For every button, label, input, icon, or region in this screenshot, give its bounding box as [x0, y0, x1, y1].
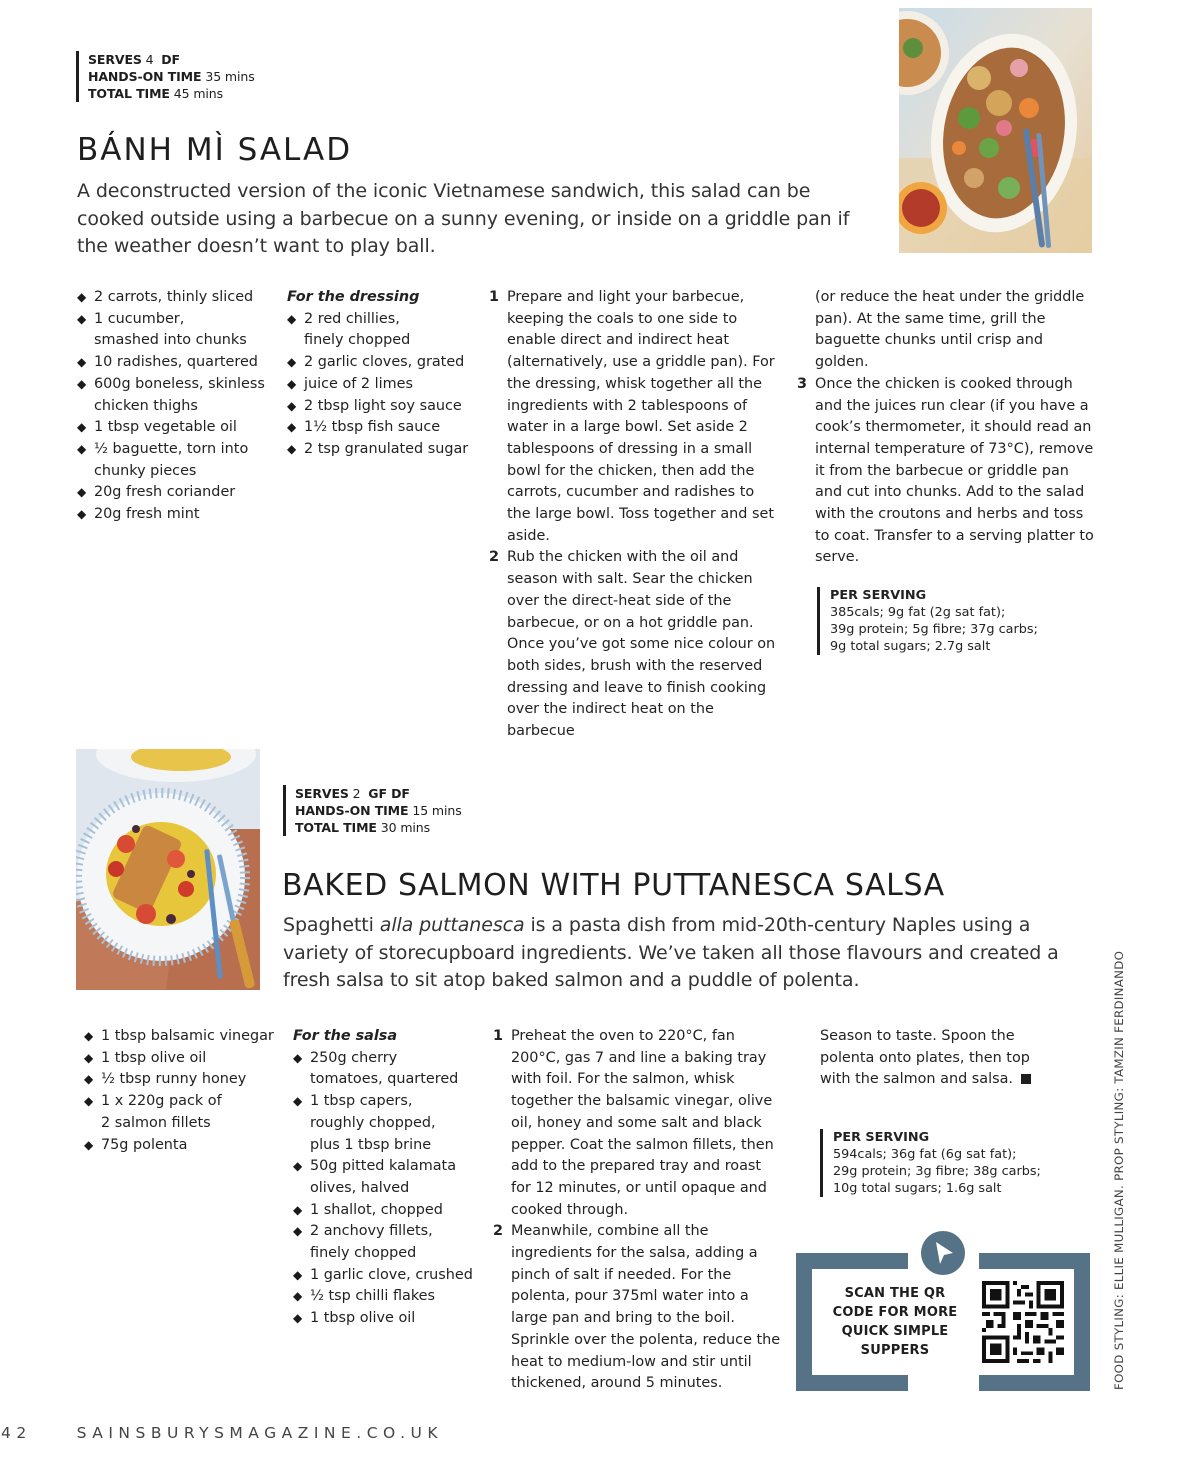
intro-text: Spaghetti [283, 914, 380, 936]
total-value: 45 mins [173, 86, 223, 101]
ingredient-item: ◆ 20g fresh coriander [77, 482, 277, 504]
step-text: Season to taste. Spoon the polenta onto plates, then top with the salmon and salsa. [820, 1028, 1030, 1088]
ingredient-item: ◆ 250g cherry tomatoes, quartered [293, 1048, 471, 1091]
step-text: Meanwhile, combine all the ingredients for the salsa, adding a pinch of salt if needed. For the polenta, pour 375ml water into a large pan and bring to the boil. Sprinkle over the polenta, reduce the heat to medium-low and stir until thickened, around 5 minutes. [511, 1223, 781, 1392]
step-text: Once the chicken is cooked through and the juices run clear (if you have a cook’s thermometer, it should read an internal temperature of 73°C), remove it from the barbecue or griddle pan and cut into chunks. Add to the salad with the croutons and herbs and toss to coat. Transfer to a serving platter to serve. [815, 375, 1094, 566]
end-of-article-square-icon [1021, 1074, 1031, 1084]
method-step [797, 374, 1097, 569]
recipe2-intro [283, 912, 1063, 995]
recipe1-ingredients-dressing [287, 309, 487, 461]
qr-code-icon[interactable] [982, 1281, 1064, 1363]
dressing-heading: For the dressing [287, 289, 420, 305]
step-number: 2 [493, 1223, 504, 1240]
intro-text: is a pasta dish from mid-20th-century Naples using a variety of storecupboard ingredients. We’ve taken all those flavours and created a fresh salsa to sit atop baked salmon and a puddle of polenta. [283, 914, 1059, 991]
recipe1-title: BÁNH MÌ SALAD [77, 132, 353, 168]
handson-label: HANDS-ON TIME [88, 69, 202, 84]
handson-label: HANDS-ON TIME [295, 803, 409, 818]
ingredient-item: ◆ 2 red chillies, finely chopped [287, 309, 427, 352]
ingredient-item: ◆ 2 carrots, thinly sliced [77, 287, 277, 309]
ingredient-item: ◆ 2 garlic cloves, grated [287, 352, 487, 374]
ingredient-item: ◆ 1 tbsp vegetable oil [77, 417, 277, 439]
ingredient-item: ◆ 10 radishes, quartered [77, 352, 277, 374]
step-number: 1 [489, 289, 500, 305]
step-number: 2 [489, 549, 500, 566]
handson-value: 35 mins [205, 69, 255, 84]
salad-platter-image [899, 8, 1092, 253]
ingredient-item: ◆ 50g pitted kalamata olives, halved [293, 1156, 471, 1199]
recipe1-dressing [287, 287, 487, 461]
ingredient-item: ◆ 1 tbsp balsamic vinegar [84, 1026, 289, 1048]
nutrition-line: 385cals; 9g fat (2g sat fat); [830, 605, 1006, 620]
serves-value: 2 [352, 786, 361, 801]
recipe1-meta [76, 51, 255, 102]
ingredient-item: ◆ 1 cucumber, smashed into chunks [77, 309, 252, 352]
step-number: 3 [797, 375, 808, 392]
nutrition-line: 594cals; 36g fat (6g sat fat); [833, 1147, 1017, 1162]
photo-credit: FOOD STYLING: ELLIE MULLIGAN. PROP STYLING: TAMZIN FERDINANDO [1112, 950, 1126, 1390]
step-text: Prepare and light your barbecue, keeping the coals to one side to enable direct and indirect heat (alternatively, use a griddle pan). For the dressing, whisk together all the ingredients with 2 tablespoons of water in a large bowl. Set aside 2 tablespoons of dressing in a small bowl for the chicken, then add the carrots, cucumber and radishes to the large bowl. Toss together and set aside. [507, 289, 775, 544]
recipe1-intro: A deconstructed version of the iconic Vietnamese sandwich, this salad can be cooked outside using a barbecue on a sunny evening, or inside on a griddle pan if the weather doesn’t want to play ball. [77, 180, 850, 257]
qr-promo-panel[interactable] [796, 1231, 1090, 1391]
nutrition-line: 9g total sugars; 2.7g salt [830, 639, 991, 654]
salmon-plate-image [76, 749, 260, 990]
method-step [489, 287, 781, 547]
recipe2-nutrition [820, 1129, 1041, 1197]
serves-value: 4 [145, 52, 154, 67]
ingredient-item: ◆ 600g boneless, skinless chicken thighs [77, 374, 273, 417]
ingredient-item: ◆ 1 tbsp olive oil [293, 1308, 488, 1330]
ingredient-item: ◆ ½ tsp chilli flakes [293, 1286, 488, 1308]
serves-label: SERVES [295, 786, 349, 801]
total-value: 30 mins [380, 820, 430, 835]
salsa-heading: For the salsa [293, 1028, 398, 1044]
page-number: 42 [1, 1424, 32, 1442]
step-text: Preheat the oven to 220°C, fan 200°C, gas 7 and line a baking tray with foil. For the salmon, whisk together the balsamic vinegar, olive oil, honey and some salt and black pepper. Coat the salmon fillets, then add to the prepared tray and roast for 12 minutes, or until opaque and cooked through. [511, 1028, 774, 1218]
diet-badge: GF DF [368, 786, 410, 801]
method-step-continued [797, 287, 1097, 374]
ingredient-item: ◆ 20g fresh mint [77, 504, 277, 526]
ingredient-item: ◆ ½ tbsp runny honey [84, 1069, 289, 1091]
qr-text-line: SUPPERS [860, 1343, 930, 1358]
recipe2-steps-col1 [493, 1026, 785, 1395]
handson-value: 15 mins [412, 803, 462, 818]
site-url-link[interactable]: SAINSBURYSMAGAZINE.CO.UK [76, 1424, 444, 1442]
serves-label: SERVES [88, 52, 142, 67]
recipe2-ingredients-salsa [293, 1048, 488, 1330]
qr-promo-text [816, 1284, 974, 1360]
method-step [493, 1026, 785, 1221]
recipe2-steps-col2 [820, 1026, 1060, 1091]
ingredient-item: ◆ 1 tbsp olive oil [84, 1048, 289, 1070]
recipe1-steps-col2 [797, 287, 1097, 569]
ingredient-item: ◆ juice of 2 limes [287, 374, 487, 396]
method-step [493, 1221, 785, 1395]
ingredient-item: ◆ 2 tbsp light soy sauce [287, 396, 487, 418]
recipe2-salsa [293, 1026, 488, 1330]
ingredient-item: ◆ 1 garlic clove, crushed [293, 1265, 488, 1287]
ingredient-item: ◆ 2 tsp granulated sugar [287, 439, 487, 461]
ingredient-item: ◆ 1 tbsp capers, roughly chopped, plus 1 tbsp brine [293, 1091, 453, 1156]
page-footer [1, 1424, 443, 1442]
intro-italic-text: alla puttanesca [379, 914, 525, 936]
total-label: TOTAL TIME [295, 820, 377, 835]
nutrition-line: 10g total sugars; 1.6g salt [833, 1181, 1002, 1196]
total-label: TOTAL TIME [88, 86, 170, 101]
recipe1-photo [899, 8, 1092, 253]
nutrition-line: 29g protein; 3g fibre; 38g carbs; [833, 1164, 1041, 1179]
recipe2-photo [76, 749, 260, 990]
ingredient-item: ◆ 1½ tbsp fish sauce [287, 417, 487, 439]
qr-text-line: QUICK SIMPLE [841, 1324, 949, 1339]
recipe2-ingredients-main [84, 1026, 289, 1156]
diet-badge: DF [161, 52, 180, 67]
recipe2-title: BAKED SALMON WITH PUTTANESCA SALSA [282, 868, 945, 903]
ingredient-item: ◆ 75g polenta [84, 1135, 289, 1157]
recipe1-nutrition [817, 587, 1038, 655]
cursor-arrow-icon [921, 1231, 965, 1275]
step-text: (or reduce the heat under the griddle pan). At the same time, grill the baguette chunks until crisp and golden. [815, 289, 1085, 371]
qr-text-line: SCAN THE QR [844, 1286, 946, 1301]
nutrition-heading: PER SERVING [830, 588, 927, 603]
ingredient-item: ◆ 2 anchovy fillets, finely chopped [293, 1221, 453, 1264]
step-text: Rub the chicken with the oil and season with salt. Sear the chicken over the direct-heat side of the barbecue, or on a hot griddle pan. Once you’ve got some nice colour on both sides, brush with the reserved dressing and leave to finish cooking over the indirect heat on the barbecue [507, 549, 776, 740]
qr-text-line: CODE FOR MORE [832, 1305, 958, 1320]
nutrition-heading: PER SERVING [833, 1130, 930, 1145]
recipe2-meta [283, 785, 462, 836]
nutrition-line: 39g protein; 5g fibre; 37g carbs; [830, 622, 1038, 637]
ingredient-item: ◆ 1 x 220g pack of 2 salmon fillets [84, 1091, 234, 1134]
recipe1-steps-col1 [489, 287, 781, 743]
ingredient-item: ◆ 1 shallot, chopped [293, 1200, 488, 1222]
method-step [489, 547, 781, 742]
step-number: 1 [493, 1028, 504, 1044]
recipe1-ingredients-main [77, 287, 277, 526]
ingredient-item: ◆ ½ baguette, torn into chunky pieces [77, 439, 257, 482]
